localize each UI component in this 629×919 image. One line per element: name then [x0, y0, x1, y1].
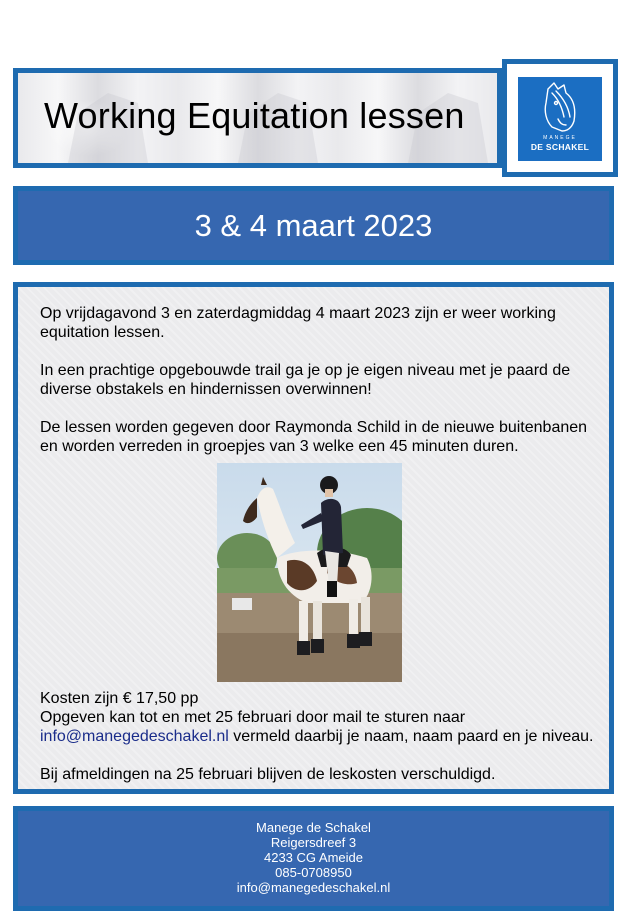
rider-on-horse-photo — [217, 463, 402, 682]
event-date: 3 & 4 maart 2023 — [194, 208, 433, 243]
horse-head-icon — [518, 77, 602, 135]
footer-panel — [13, 806, 614, 911]
footer-street: Reigersdreef 3 — [270, 835, 357, 850]
cancellation-line: Bij afmeldingen na 25 februari blijven de leskosten verschuldigd. — [40, 766, 496, 783]
signup-paragraph — [40, 708, 600, 746]
page-title: Working Equitation lessen — [44, 95, 465, 136]
content-panel — [13, 282, 614, 794]
cost-line: Kosten zijn € 17,50 pp — [40, 690, 199, 707]
instructor-paragraph: De lessen worden gegeven door Raymonda Schild in de nieuwe buitenbanen en worden verreden in groepjes van 3 welke een 45 minuten duren. — [40, 419, 588, 455]
logo-frame — [502, 59, 618, 177]
signup-text: Opgeven kan tot en met 25 februari door mail te sturen naar — [40, 709, 466, 726]
logo-name: DE SCHAKEL — [530, 142, 590, 152]
date-banner — [13, 186, 614, 265]
footer-email[interactable]: info@manegedeschakel.nl — [236, 880, 391, 895]
logo — [518, 77, 602, 161]
title-banner — [13, 68, 502, 168]
footer-name: Manege de Schakel — [256, 820, 371, 835]
signup-email-link[interactable]: info@manegedeschakel.nl — [40, 728, 229, 745]
signup-details: vermeld daarbij je naam, naam paard en je niveau. — [228, 728, 594, 745]
intro-paragraph: Op vrijdagavond 3 en zaterdagmiddag 4 maart 2023 zijn er weer working equitation lessen. — [40, 305, 556, 341]
logo-subtext: MANEGE — [543, 135, 577, 141]
footer-phone: 085-0708950 — [275, 865, 352, 880]
footer-city: 4233 CG Ameide — [263, 850, 363, 865]
trail-paragraph: In een prachtige opgebouwde trail ga je op je eigen niveau met je paard de diverse obstakels en hindernissen overwinnen! — [40, 362, 571, 398]
